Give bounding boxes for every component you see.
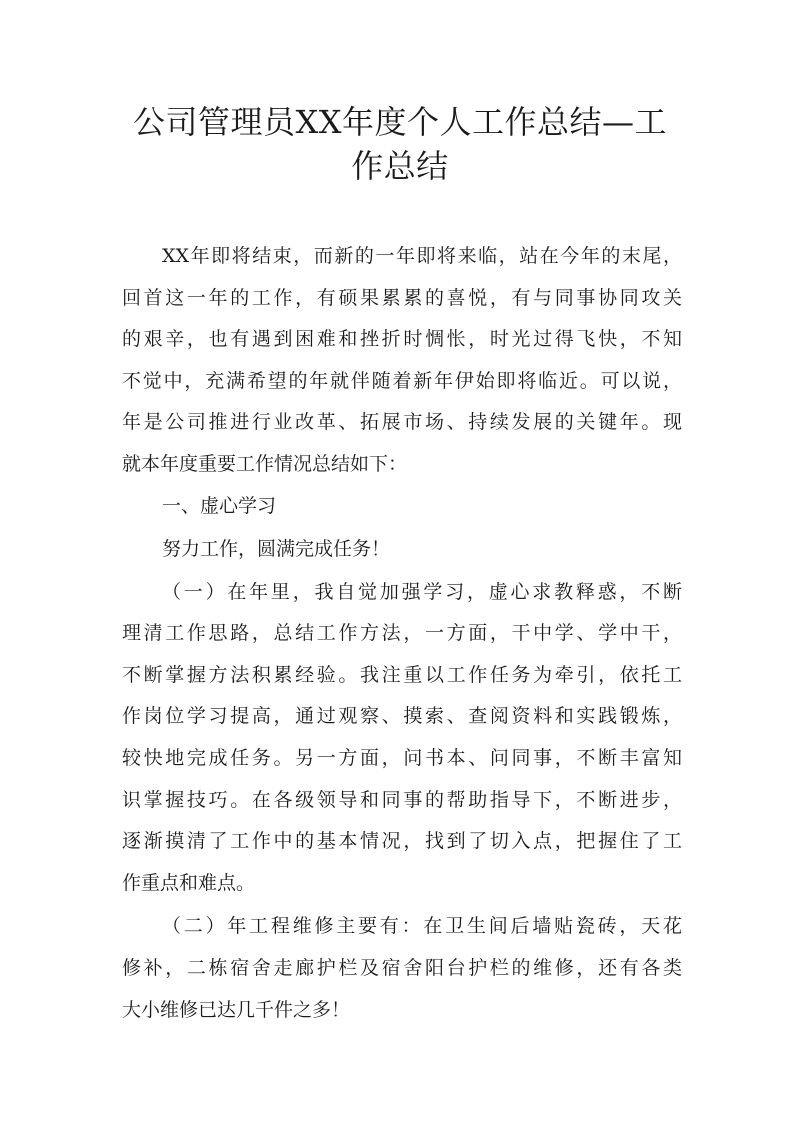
paragraph-line: 较快地完成任务。另一方面，问书本、问同事，不断丰富知 [122, 747, 682, 769]
paragraph-line: 作岗位学习提高，通过观察、摸索、查阅资料和实践锻炼， [122, 705, 682, 727]
paragraph-line: 的艰辛，也有遇到困难和挫折时惆怅，时光过得飞快，不知 [122, 328, 682, 350]
paragraph-line: 逐渐摸清了工作中的基本情况，找到了切入点，把握住了工 [122, 830, 682, 852]
paragraph-line: （一）在年里，我自觉加强学习，虚心求教释惑，不断 [162, 581, 682, 603]
paragraph-line: 不断掌握方法积累经验。我注重以工作任务为牵引，依托工 [122, 664, 682, 686]
paragraph-line: 大小维修已达几千件之多！ [122, 999, 351, 1021]
paragraph-line: XX年即将结束，而新的一年即将来临，站在今年的末尾， [162, 245, 682, 267]
paragraph-line: 年是公司推进行业改革、拓展市场、持续发展的关键年。现 [122, 411, 682, 433]
paragraph-line: 修补，二栋宿舍走廊护栏及宿舍阳台护栏的维修，还有各类 [122, 957, 682, 979]
paragraph-line: 识掌握技巧。在各级领导和同事的帮助指导下，不断进步， [122, 789, 682, 811]
paragraph-line: 理清工作思路，总结工作方法，一方面，干中学、学中干， [122, 622, 682, 644]
paragraph-line: 作重点和难点。 [122, 872, 256, 894]
paragraph-line: 回首这一年的工作，有硕果累累的喜悦，有与同事协同攻关 [122, 287, 682, 309]
document-title-line-1: 公司管理员XX年度个人工作总结—工 [132, 103, 668, 141]
paragraph-line: 就本年度重要工作情况总结如下： [122, 453, 408, 475]
paragraph-line: 努力工作，圆满完成任务！ [162, 538, 391, 560]
paragraph-line: （二）年工程维修主要有：在卫生间后墙贴瓷砖，天花 [162, 915, 682, 937]
section-heading: 一、虚心学习 [162, 495, 277, 517]
paragraph-line: 不觉中，充满希望的年就伴随着新年伊始即将临近。可以说， [122, 370, 682, 392]
document-title-line-2: 作总结 [351, 147, 449, 185]
